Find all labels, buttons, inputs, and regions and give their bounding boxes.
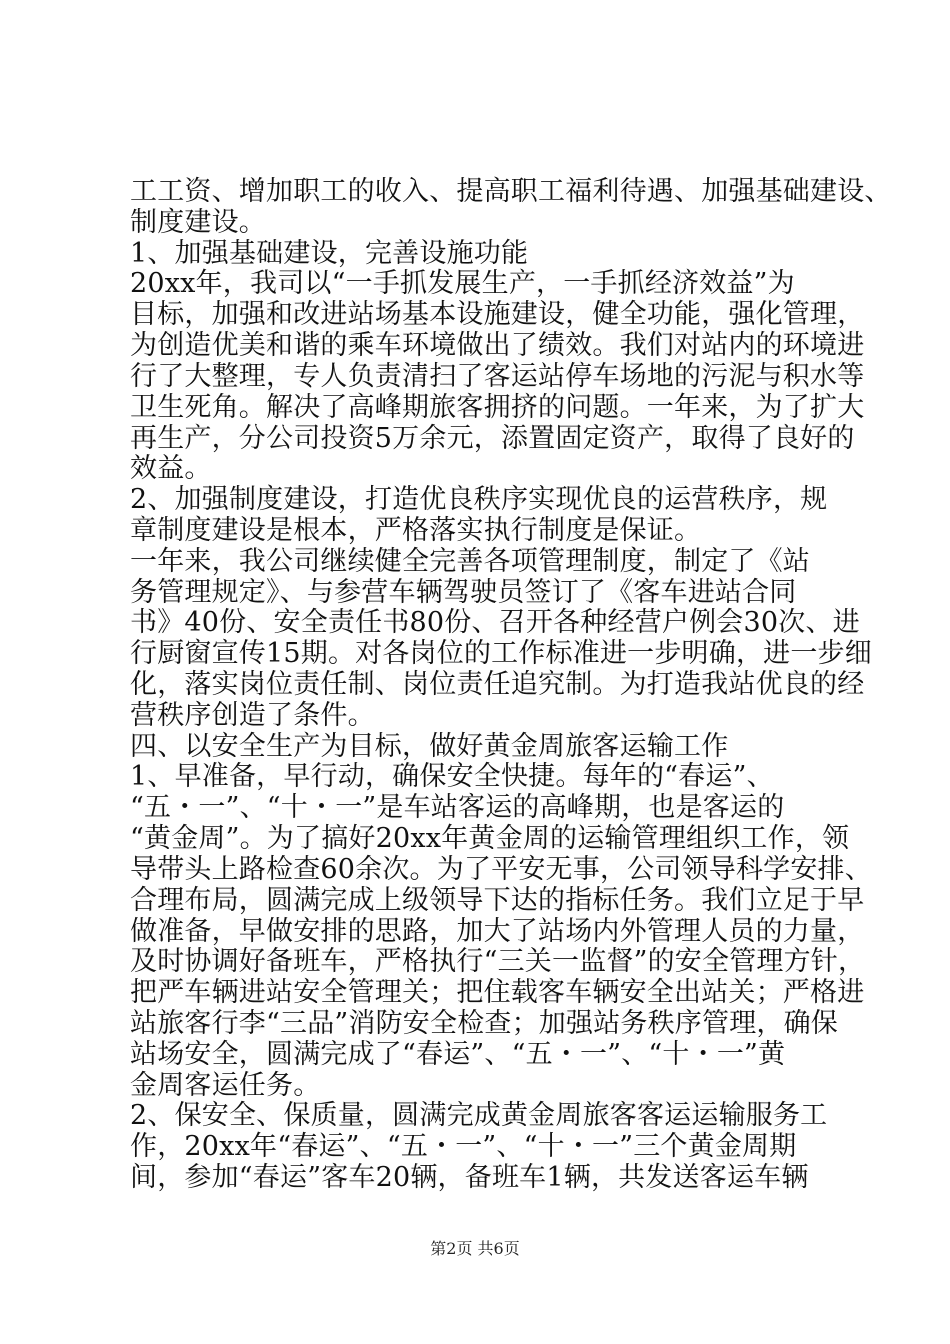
- text-line: 20xx年，我司以“一手抓发展生产，一手抓经济效益”为: [130, 268, 795, 299]
- text-line: 站场安全，圆满完成了“春运”、“五・一”、“十・一”黄: [130, 1039, 786, 1070]
- text-line: 务管理规定》、与参营车辆驾驶员签订了《客车进站合同: [130, 577, 797, 608]
- text-line: 2、保安全、保质量，圆满完成黄金周旅客客运运输服务工: [130, 1100, 828, 1131]
- section-heading: 四、以安全生产为目标，做好黄金周旅客运输工作: [130, 731, 729, 762]
- text-line: 间，参加“春运”客车20辆，备班车1辆，共发送客运车辆: [130, 1162, 809, 1193]
- text-line: 为创造优美和谐的乘车环境做出了绩效。我们对站内的环境进: [130, 330, 865, 361]
- text-line: 做准备，早做安排的思路，加大了站场内外管理人员的力量，: [130, 916, 865, 947]
- text-line: 营秩序创造了条件。: [130, 700, 375, 731]
- text-line: 目标，加强和改进站场基本设施建设，健全功能，强化管理，: [130, 299, 865, 330]
- text-line: 作，20xx年“春运”、“五・一”、“十・一”三个黄金周期: [130, 1131, 797, 1162]
- text-line: 效益。: [130, 453, 212, 484]
- text-line: 行厨窗宣传15期。对各岗位的工作标准进一步明确，进一步细: [130, 638, 872, 669]
- text-line: 1、早准备，早行动，确保安全快捷。每年的“春运”、: [130, 761, 774, 792]
- text-line: 章制度建设是根本，严格落实执行制度是保证。: [130, 515, 702, 546]
- text-line: 及时协调好备班车，严格执行“三关一监督”的安全管理方针，: [130, 946, 866, 977]
- page-footer: 第2页 共6页: [430, 1239, 520, 1258]
- text-line: 再生产，分公司投资5万余元，添置固定资产，取得了良好的: [130, 423, 855, 454]
- text-line: 把严车辆进站安全管理关；把住载客车辆安全出站关；严格进: [130, 977, 865, 1008]
- text-line: 导带头上路检查60余次。为了平安无事，公司领导科学安排、: [130, 854, 872, 885]
- text-line: 制度建设。: [130, 207, 266, 238]
- text-line: 卫生死角。解决了高峰期旅客拥挤的问题。一年来，为了扩大: [130, 392, 865, 423]
- text-line: 1、加强基础建设，完善设施功能: [130, 238, 529, 269]
- text-line: “黄金周”。为了搞好20xx年黄金周的运输管理组织工作，领: [130, 823, 850, 854]
- text-line: 合理布局，圆满完成上级领导下达的指标任务。我们立足于早: [130, 885, 865, 916]
- text-line: 书》40份、安全责任书80份、召开各种经营户例会30次、进: [130, 607, 860, 638]
- text-line: “五・一”、“十・一”是车站客运的高峰期，也是客运的: [130, 792, 785, 823]
- text-line: 2、加强制度建设，打造优良秩序实现优良的运营秩序，规: [130, 484, 828, 515]
- text-line: 金周客运任务。: [130, 1070, 321, 1101]
- text-line: 站旅客行李“三品”消防安全检查；加强站务秩序管理，确保: [130, 1008, 839, 1039]
- text-line: 化，落实岗位责任制、岗位责任追究制。为打造我站优良的经: [130, 669, 865, 700]
- text-line: 工工资、增加职工的收入、提高职工福利待遇、加强基础建设、: [130, 176, 892, 207]
- text-line: 行了大整理，专人负责清扫了客运站停车场地的污泥与积水等: [130, 361, 865, 392]
- text-line: 一年来，我公司继续健全完善各项管理制度，制定了《站: [130, 546, 810, 577]
